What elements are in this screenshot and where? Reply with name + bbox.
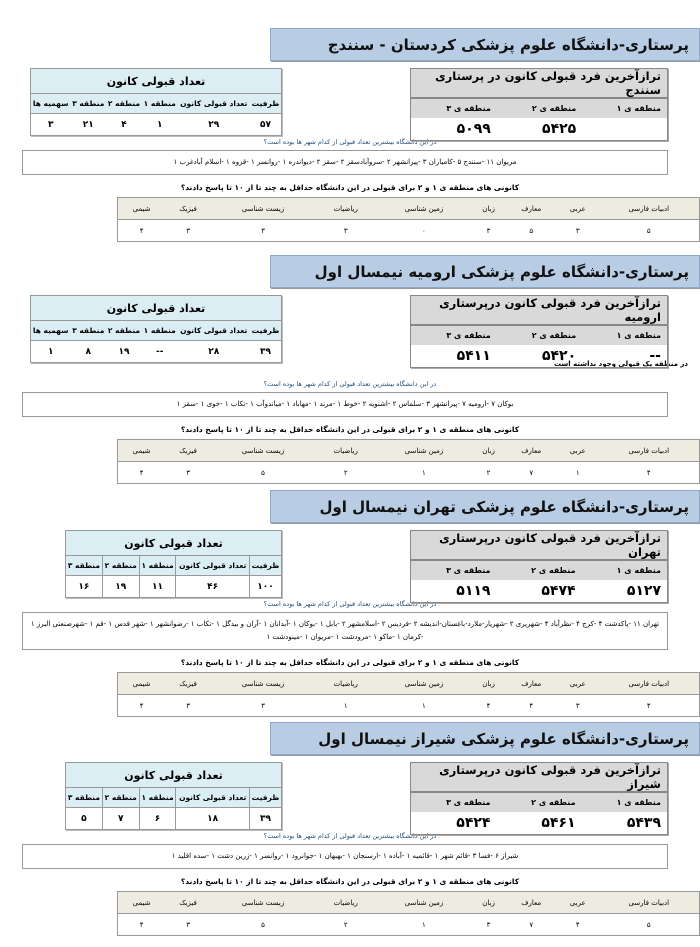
subject-value: ۲ <box>486 468 491 477</box>
subject-label: معارف <box>506 673 557 695</box>
subject-value: ۳ <box>486 920 491 929</box>
column-value: ۴۶ <box>176 576 249 598</box>
column-value: ۱۸ <box>176 808 249 830</box>
column-label: منطقه ۳ <box>66 788 103 808</box>
subject-label: فیزیک <box>165 892 211 914</box>
subject-label: عربی <box>557 198 599 220</box>
region-score: -- <box>649 348 661 364</box>
column-value: ۲۹ <box>208 119 220 130</box>
column-value: ۲۸ <box>208 346 220 357</box>
cities-question: در این دانشگاه بیشترین تعداد قبولی از کدام شهر ها بوده است؟ <box>263 832 437 840</box>
subjects-table <box>117 891 700 936</box>
subjects-table <box>117 439 700 484</box>
subject-value: ۳ <box>343 226 348 235</box>
subject-label: ادبیات فارسی <box>599 673 700 695</box>
subject-label: ریاضیات <box>315 892 376 914</box>
table-header-row <box>118 440 700 462</box>
region-score: ۵۴۷۴ <box>541 583 576 599</box>
table-label-row <box>66 556 282 576</box>
subject-value: ۳ <box>261 701 265 710</box>
subject-label: معارف <box>506 892 557 914</box>
cities-list: بوکان ۷ -ارومیه ۷ -پیرانشهر ۳ -سلماس ۲ -اشنویه ۲ -خوط ۱ -مرند ۱ -مهاباد ۱ -میاندوآب ۱ -تکاب ۱ -خوی ۱ -سقز ۱ <box>22 392 668 417</box>
column-value: ۷ <box>102 808 139 830</box>
subject-label: شیمی <box>118 892 166 914</box>
column-value: ۱۶ <box>66 576 103 598</box>
subject-value: ۳ <box>575 226 580 235</box>
column-label: منطقه ۳ <box>70 321 106 341</box>
subject-value: ۷ <box>529 920 534 929</box>
last-admitted-score-table <box>410 295 668 368</box>
subject-label: زبان <box>471 892 505 914</box>
section-title: پرستاری-دانشگاه علوم پزشکی تهران نیمسال اول <box>270 490 700 523</box>
column-value: ۸ <box>85 346 92 357</box>
admitted-count-title: تعداد قبولی کانون <box>31 69 282 94</box>
column-label: تعداد قبولی کانون <box>178 321 250 341</box>
subject-label: زیست شناسی <box>211 673 315 695</box>
subject-label: شیمی <box>118 673 166 695</box>
table-header-row <box>411 531 668 561</box>
table-header-row <box>118 673 700 695</box>
admitted-count-table <box>65 530 282 598</box>
table-value-row <box>118 695 700 717</box>
column-value: ۵ <box>66 808 103 830</box>
cities-question: در این دانشگاه بیشترین تعداد قبولی از کدام شهر ها بوده است؟ <box>263 138 437 146</box>
column-value: ۱ <box>156 119 163 130</box>
subject-value: ۳ <box>186 920 190 929</box>
subjects-table <box>117 197 700 242</box>
subject-label: فیزیک <box>165 440 211 462</box>
section-title: پرستاری-دانشگاه علوم پزشکی ارومیه نیمسال اول <box>270 255 700 288</box>
section-title: پرستاری-دانشگاه علوم پزشکی شیراز نیمسال اول <box>270 722 700 755</box>
subject-value: ۵ <box>261 920 265 929</box>
subject-value: ۷ <box>529 468 534 477</box>
score-table-title: ترازآخرین فرد قبولی کانون درپرستاری تهران <box>411 531 668 561</box>
region-label: منطقه ی ۳ <box>411 560 497 580</box>
last-admitted-score-table <box>410 68 668 141</box>
column-label: منطقه ۱ <box>142 321 178 341</box>
university-section <box>0 28 700 242</box>
column-label: منطقه ۳ <box>66 556 103 576</box>
subject-label: شیمی <box>118 440 166 462</box>
table-header-row <box>411 69 668 99</box>
subject-value: ۱ <box>422 701 426 710</box>
table-value-row <box>118 462 700 484</box>
subject-label: زبان <box>471 440 505 462</box>
column-value: ۱۰۰ <box>249 576 281 598</box>
column-value: ۱۹ <box>118 346 130 357</box>
table-label-row <box>411 792 668 812</box>
table-label-row <box>66 788 282 808</box>
table-value-row <box>411 118 668 141</box>
admitted-count-table <box>30 68 282 136</box>
column-label: تعداد قبولی کانون <box>176 556 249 576</box>
table-value-row <box>31 341 282 363</box>
summary-tables <box>0 530 700 599</box>
subject-value: ۱ <box>422 468 426 477</box>
last-admitted-score-table <box>410 762 668 835</box>
last-admitted-score-table <box>410 530 668 603</box>
subjects-question: کانونی های منطقه ی ۱ و ۲ برای قبولی در این دانشگاه حداقل به چند تا از ۱۰ تا پاسخ دادند؟ <box>180 658 520 667</box>
subject-label: ادبیات فارسی <box>599 892 700 914</box>
summary-tables <box>0 68 700 137</box>
cities-question: در این دانشگاه بیشترین تعداد قبولی از کدام شهر ها بوده است؟ <box>263 380 437 388</box>
university-section <box>0 255 700 484</box>
region-label: منطقه ی ۲ <box>497 325 582 345</box>
table-value-row <box>66 808 282 830</box>
column-label: ظرفیت <box>249 556 281 576</box>
column-label: ظرفیت <box>249 788 281 808</box>
university-section <box>0 722 700 936</box>
subject-value: ۲ <box>343 468 348 477</box>
subject-label: شیمی <box>118 198 166 220</box>
region-score: ۵۱۲۷ <box>626 583 661 599</box>
region-label: منطقه ی ۱ <box>582 560 668 580</box>
cities-list: مریوان ۱۱ -سنندج ۵ -کامیاران ۳ -پیرانشهر ۲ -سروآبادسقز ۲ -سقز ۲ -دیواندره ۱ -روانسر ۱ -قروه ۱ -اسلام آبادغرب ۱ <box>22 150 668 175</box>
column-value: ۱۱ <box>139 576 176 598</box>
subject-value: ۳ <box>261 226 265 235</box>
subject-label: ریاضیات <box>315 440 376 462</box>
column-label: منطقه ۲ <box>102 556 139 576</box>
column-label: منطقه ۲ <box>102 788 139 808</box>
table-value-row <box>31 114 282 136</box>
region-score: ۵۴۲۴ <box>456 815 491 831</box>
table-value-row <box>411 812 668 835</box>
table-header-row <box>31 296 282 321</box>
cities-list: شیراز ۶ -فسا ۳ -قائم شهر ۱ -قائمیه ۱ -آباده ۱ -ارسنجان ۱ -بهبهان ۱ -جوانرود ۱ -روانسر ۱ -زرین دشت ۱ -سده اقلید ۱ <box>22 844 668 869</box>
score-table-title: ترازآخرین فرد قبولی کانون درپرستاری ارومیه <box>411 296 668 326</box>
cities-list: تهران ۱۱ -پاکدشت ۴ -کرج ۴ -نظرآباد ۴ -شهریری ۲ -شهریار-ملارد-باغستان-اندیشه ۲ -فردیس ۲ -اسلامشهر ۲ -بابل ۱ -بوکان ۱ -آبدانان ۱ -آران و بیدگل ۱ -تکاب ۱ -رضوانشهر ۱ -شهر قدس ۱ -قم ۱ -شهرصنعتی البرز ۱ -کرمان ۱ -ماکو ۱ -مرودشت ۱ -مریوان ۱ -مینودشت ۱ <box>22 612 668 650</box>
column-label: منطقه ۳ <box>70 94 106 114</box>
column-value: ۳۹ <box>259 346 271 357</box>
region-score: ۵۴۶۱ <box>541 815 576 831</box>
table-header-row <box>118 198 700 220</box>
column-label: تعداد قبولی کانون <box>176 788 249 808</box>
subject-label: زیست شناسی <box>211 198 315 220</box>
table-header-row <box>31 69 282 94</box>
column-label: ظرفیت <box>250 94 282 114</box>
region-label: منطقه ی ۱ <box>582 98 667 118</box>
subject-value: ۴ <box>139 468 144 477</box>
table-header-row <box>411 763 668 793</box>
subject-value: ۱ <box>575 468 580 477</box>
table-value-row <box>411 580 668 603</box>
cities-question: در این دانشگاه بیشترین تعداد قبولی از کدام شهر ها بوده است؟ <box>263 600 437 608</box>
subject-value: ۳ <box>186 468 190 477</box>
region-label: منطقه ی ۳ <box>411 792 497 812</box>
table-value-row <box>118 220 700 242</box>
region-score: ۵۴۲۵ <box>542 121 577 137</box>
region-label: منطقه ی ۳ <box>411 98 497 118</box>
subject-label: زمین شناسی <box>376 198 471 220</box>
column-value: ۳۹ <box>249 808 281 830</box>
region-score: ۵۴۳۹ <box>626 815 661 831</box>
subject-value: ۴ <box>575 920 580 929</box>
subject-label: معارف <box>506 440 557 462</box>
subject-label: زبان <box>471 673 505 695</box>
subject-value: ۳ <box>575 701 580 710</box>
table-header-row <box>66 763 282 788</box>
subjects-question: کانونی های منطقه ی ۱ و ۲ برای قبولی در این دانشگاه حداقل به چند تا از ۱۰ تا پاسخ دادند؟ <box>180 877 520 886</box>
subject-label: ادبیات فارسی <box>599 198 700 220</box>
region-label: منطقه ی ۲ <box>496 792 581 812</box>
table-label-row <box>411 325 668 345</box>
university-section <box>0 490 700 717</box>
column-value: ۴ <box>121 119 127 130</box>
subject-label: زیست شناسی <box>211 440 315 462</box>
column-label: منطقه ۲ <box>106 321 142 341</box>
table-header-row <box>66 531 282 556</box>
column-value: ۱ <box>47 346 54 357</box>
column-label: منطقه ۱ <box>142 94 178 114</box>
subject-label: عربی <box>557 673 599 695</box>
subject-label: عربی <box>557 892 599 914</box>
column-value: ۳ <box>47 119 54 130</box>
subjects-question: کانونی های منطقه ی ۱ و ۲ برای قبولی در این دانشگاه حداقل به چند تا از ۱۰ تا پاسخ دادند؟ <box>180 183 520 192</box>
section-note: در منطقه یک قبولی وجود نداشته است <box>553 360 688 368</box>
admitted-count-title: تعداد قبولی کانون <box>66 763 282 788</box>
column-value: ۱۹ <box>102 576 139 598</box>
subject-value: ۴ <box>529 701 534 710</box>
region-score: ۵۰۹۹ <box>456 121 491 137</box>
column-label: منطقه ۱ <box>139 556 176 576</box>
summary-tables <box>0 762 700 831</box>
table-value-row <box>411 345 668 368</box>
subject-value: ۱ <box>343 701 348 710</box>
subjects-question: کانونی های منطقه ی ۱ و ۲ برای قبولی در این دانشگاه حداقل به چند تا از ۱۰ تا پاسخ دادند؟ <box>180 425 520 434</box>
table-label-row <box>31 321 282 341</box>
subject-label: زمین شناسی <box>376 440 471 462</box>
subject-value: ۳ <box>186 701 190 710</box>
subject-value: ۵ <box>261 468 265 477</box>
region-score <box>582 118 667 141</box>
table-label-row <box>31 94 282 114</box>
subject-value: ۴ <box>139 920 144 929</box>
column-value: -- <box>155 346 164 357</box>
subject-label: ریاضیات <box>315 198 376 220</box>
region-label: منطقه ی ۳ <box>411 325 497 345</box>
score-table-title: ترازآخرین فرد قبولی کانون درپرستاری شیراز <box>411 763 668 793</box>
subject-value: ۴ <box>139 701 144 710</box>
subject-label: زیست شناسی <box>211 892 315 914</box>
table-label-row <box>411 98 668 118</box>
table-value-row <box>66 576 282 598</box>
region-score: ۵۴۲۰ <box>541 348 577 364</box>
score-table-title: ترازآخرین فرد قبولی کانون در پرستاری سنندج <box>411 69 668 99</box>
subject-label: عربی <box>557 440 599 462</box>
table-value-row <box>118 914 700 936</box>
subject-value: ۴ <box>646 468 651 477</box>
column-label: ظرفیت <box>250 321 282 341</box>
column-label: منطقه ۲ <box>106 94 142 114</box>
subject-value: ۴ <box>646 701 651 710</box>
subject-label: معارف <box>506 198 557 220</box>
region-label: منطقه ی ۲ <box>497 98 582 118</box>
subject-value: ۰ <box>422 226 426 235</box>
region-label: منطقه ی ۱ <box>582 325 667 345</box>
subject-label: زبان <box>471 198 505 220</box>
subject-value: ۲ <box>343 920 348 929</box>
subject-value: ۱ <box>422 920 426 929</box>
region-label: منطقه ی ۱ <box>582 792 668 812</box>
subject-value: ۳ <box>186 226 190 235</box>
column-label: منطقه ۱ <box>139 788 176 808</box>
subjects-table <box>117 672 700 717</box>
admitted-count-title: تعداد قبولی کانون <box>31 296 282 321</box>
subject-label: زمین شناسی <box>376 892 471 914</box>
column-label: تعداد قبولی کانون <box>178 94 250 114</box>
subject-label: فیزیک <box>165 198 211 220</box>
table-header-row <box>118 892 700 914</box>
column-label: سهمیه ها <box>31 94 71 114</box>
subject-label: ادبیات فارسی <box>599 440 700 462</box>
region-score: ۵۴۱۱ <box>456 348 491 364</box>
column-value: ۵۷ <box>259 119 271 130</box>
column-value: ۲۱ <box>82 119 94 130</box>
region-score: ۵۱۱۹ <box>456 583 491 599</box>
subject-value: ۳ <box>486 226 491 235</box>
subject-value: ۵ <box>646 920 651 929</box>
column-value: ۶ <box>139 808 176 830</box>
admitted-count-title: تعداد قبولی کانون <box>66 531 282 556</box>
subject-value: ۵ <box>529 226 534 235</box>
column-label: سهمیه ها <box>31 321 71 341</box>
admitted-count-table <box>65 762 282 830</box>
admitted-count-table <box>30 295 282 363</box>
subject-label: فیزیک <box>165 673 211 695</box>
subject-value: ۵ <box>646 226 651 235</box>
subject-value: ۴ <box>139 226 144 235</box>
subject-value: ۴ <box>486 701 491 710</box>
subject-label: ریاضیات <box>315 673 376 695</box>
table-header-row <box>411 296 668 326</box>
region-label: منطقه ی ۲ <box>496 560 581 580</box>
section-title: پرستاری-دانشگاه علوم پزشکی کردستان - سنندج <box>270 28 700 61</box>
subject-label: زمین شناسی <box>376 673 471 695</box>
table-label-row <box>411 560 668 580</box>
